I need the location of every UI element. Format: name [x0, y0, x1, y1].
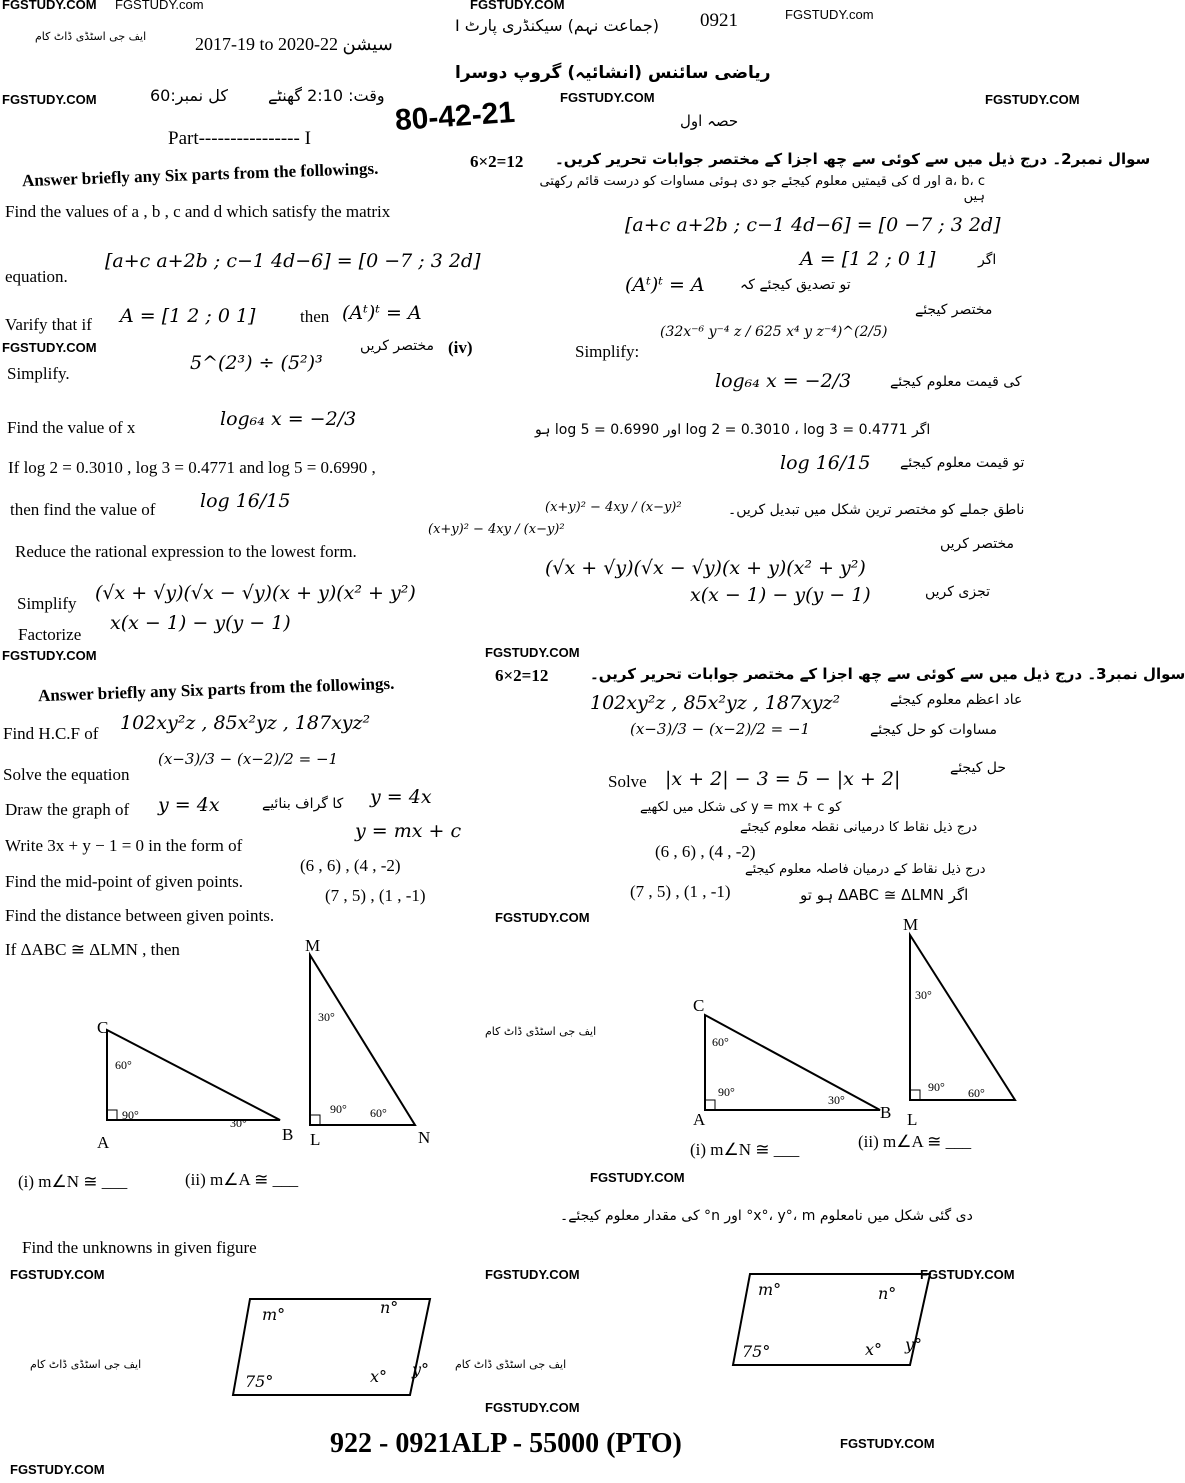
angle-x: x° [865, 1340, 883, 1359]
urdu-distance-values: (7 , 5) , (1 , -1) [630, 882, 731, 901]
q2-part-iii: Simplify. [7, 364, 70, 383]
watermark: FGSTUDY.com [115, 0, 204, 12]
urdu-hcf: عاد اعظم معلوم کیجئے [890, 692, 1023, 708]
angle-n: n° [380, 1298, 399, 1317]
q3-part-i: Find H.C.F of [3, 724, 99, 743]
urdu-log-fraction: log 16/15 [780, 452, 871, 474]
angle-30: 30° [230, 1116, 247, 1130]
subject: ریاضی سائنس (انشائیہ) گروپ دوسرا [455, 63, 771, 83]
q3-part-iv: Write 3x + y − 1 = 0 in the form of [5, 836, 243, 855]
q2-part-viii: Factorize [18, 625, 82, 644]
urdu-find-value: تو قیمت معلوم کیجئے [900, 455, 1025, 471]
distance-values: (7 , 5) , (1 , -1) [325, 886, 426, 905]
angle-75: 75° [742, 1342, 771, 1361]
q2-part-v-cont: then find the value of [10, 500, 156, 519]
matrix-a: A = [1 2 ; 0 1] [120, 305, 256, 327]
watermark: FGSTUDY.COM [840, 1436, 935, 1451]
q2-part-vii: Simplify [17, 594, 77, 613]
urdu-graph-expr: y = 4x [370, 786, 432, 808]
label-c: C [97, 1018, 109, 1037]
watermark: FGSTUDY.COM [920, 1267, 1015, 1282]
equation-expr: (x−3)/3 − (x−2)/2 = −1 [158, 750, 339, 768]
urdu-verify: تو تصدیق کیجئے کہ [740, 277, 851, 293]
class-urdu: (جماعت نہم) سیکنڈری پارٹ I [455, 16, 659, 35]
radical-expr: (√x + √y)(√x − √y)(x + y)(x² + y²) [95, 582, 416, 604]
angle-90: 90° [928, 1080, 945, 1094]
urdu-hcf-expr: 102xy²z , 85x²yz , 187xyz² [590, 692, 841, 714]
q3-heading: Answer briefly any Six parts from the followings. [37, 673, 395, 706]
watermark: FGSTUDY.COM [2, 340, 97, 355]
watermark: FGSTUDY.COM [985, 92, 1080, 107]
q3-part-v: Find the mid-point of given points. [5, 872, 243, 891]
label-m: M [305, 936, 321, 955]
answer-blank-i: (i) m∠N ≅ ___ [690, 1140, 800, 1159]
angle-60: 60° [968, 1086, 985, 1100]
urdu-radical-expr: (√x + √y)(√x − √y)(x + y)(x² + y²) [545, 557, 866, 579]
watermark: FGSTUDY.COM [2, 92, 97, 107]
urdu-distance: درج ذیل نقاط کے درمیان فاصلہ معلوم کیجئے [745, 862, 986, 877]
urdu-transpose: (Aᵗ)ᵗ = A [625, 274, 705, 296]
urdu-slope-form: کو y = mx + c کی شکل میں لکھیے [640, 800, 842, 815]
graph-expr: y = 4x [158, 794, 220, 816]
q2-heading: Answer briefly any Six parts from the followings. [21, 158, 379, 191]
angle-90: 90° [122, 1108, 139, 1122]
urdu-simplify-2: مختصر کیجئے [915, 302, 993, 318]
angle-75: 75° [245, 1372, 274, 1391]
handwritten-code: 80-42-21 [393, 95, 517, 138]
urdu-rational-expr: (x+y)² − 4xy / (x−y)² [545, 500, 682, 515]
urdu-midpoint: درج ذیل نقاط کا درمیانی نقطہ معلوم کیجئے [740, 820, 978, 835]
watermark: FGSTUDY.COM [10, 1267, 105, 1282]
angle-90: 90° [330, 1102, 347, 1116]
watermark: FGSTUDY.COM [470, 0, 565, 12]
q3-urdu-heading: سوال نمبر3۔ درج ذیل میں سے کوئی سے چھ اجزا کے مختصر جوابات تحریر کریں۔ [590, 665, 1185, 683]
angle-30: 30° [828, 1093, 845, 1107]
triangle-figures-left [95, 935, 445, 1145]
part-urdu: حصہ اول [680, 112, 739, 130]
urdu-rational: ناطق جملے کو مختصر ترین شکل میں تبدیل کریں۔ [728, 502, 1025, 518]
paper-code: 0921 [700, 10, 738, 31]
absolute-expr: |x + 2| − 3 = 5 − |x + 2| [665, 768, 901, 790]
urdu-part-i: a، b، c اور d کی قیمتیں معلوم کیجئے جو دی ہوئی مساوات کو درست قائم رکھتی ہیں [539, 174, 985, 204]
angle-60: 60° [115, 1058, 132, 1072]
watermark: FGSTUDY.COM [2, 648, 97, 663]
angle-x: x° [370, 1367, 388, 1386]
urdu-factorize: تجزی کریں [925, 584, 991, 600]
footer-code: 922 - 0921ALP - 55000 (PTO) [330, 1428, 682, 1459]
urdu-log-expr: log₆₄ x = −2/3 [715, 370, 852, 392]
watermark: FGSTUDY.COM [495, 910, 590, 925]
log-expr: log₆₄ x = −2/3 [220, 408, 357, 430]
label-a: A [693, 1110, 706, 1129]
quadrilateral-right [725, 1270, 935, 1380]
q2-part-i: Find the values of a , b , c and d which satisfy the matrix [5, 202, 391, 221]
watermark: FGSTUDY.COM [485, 645, 580, 660]
q3-part-ii: Solve the equation [3, 765, 130, 784]
urdu-equation-expr: (x−3)/3 − (x−2)/2 = −1 [630, 720, 811, 738]
hcf-expr: 102xy²z , 85x²yz , 187xyz² [120, 712, 371, 734]
slope-form: y = mx + c [355, 820, 462, 842]
session: 2017-19 to 2020-22 سیشن [195, 34, 393, 54]
transpose-expr: (Aᵗ)ᵗ = A [342, 302, 422, 324]
power-expr: 5^(2³) ÷ (5²)³ [190, 352, 323, 374]
rational-expr: (x+y)² − 4xy / (x−y)² [428, 522, 565, 537]
watermark: FGSTUDY.com [785, 7, 874, 22]
urdu-factor-expr: x(x − 1) − y(y − 1) [690, 584, 871, 606]
angle-m: m° [758, 1280, 782, 1299]
label-a: A [97, 1133, 110, 1152]
answer-blank-ii: (ii) m∠A ≅ ___ [858, 1132, 972, 1151]
q3-part-ix: Find the unknowns in given figure [22, 1238, 257, 1257]
label-m: M [903, 915, 919, 934]
urdu-midpoint-values: (6 , 6) , (4 , -2) [655, 842, 756, 861]
watermark: FGSTUDY.COM [485, 1267, 580, 1282]
q3-marks: 6×2=12 [495, 666, 549, 685]
watermark-urdu: ایف جی اسٹڈی ڈاٹ کام [485, 1025, 597, 1038]
watermark: FGSTUDY.COM [10, 1462, 105, 1477]
factor-expr: x(x − 1) − y(y − 1) [110, 612, 291, 634]
urdu-if: اگر [978, 252, 997, 268]
q2-part-ii: Varify that if [5, 315, 92, 334]
watermark-urdu: ایف جی اسٹڈی ڈاٹ کام [30, 1358, 142, 1371]
q2-part-v: If log 2 = 0.3010 , log 3 = 0.4771 and log 5 = 0.6990 , [8, 458, 376, 477]
q2-part-i-cont: equation. [5, 267, 68, 286]
angle-60: 60° [712, 1035, 729, 1049]
urdu-congruent: اگر ΔABC ≅ ΔLMN ہو تو [800, 886, 969, 904]
urdu-equation: مساوات کو حل کیجئے [870, 722, 997, 738]
urdu-simplify: مختصر کریں [360, 338, 435, 354]
label-l: L [310, 1130, 321, 1149]
label-b: B [880, 1103, 892, 1122]
q3-part-vi: Find the distance between given points. [5, 906, 275, 925]
label-l: L [907, 1110, 918, 1129]
urdu-graph: کا گراف بنائیے [262, 796, 344, 812]
urdu-find-x: کی قیمت معلوم کیجئے [890, 374, 1022, 390]
total-marks: کل نمبر:60 [150, 86, 228, 105]
midpoint-values: (6 , 6) , (4 , -2) [300, 856, 401, 875]
time: وقت: 2:10 گھنٹے [268, 86, 385, 105]
q2-part-iv: Find the value of x [7, 418, 136, 437]
q2-part-vi: Reduce the rational expression to the lowest form. [15, 542, 357, 561]
watermark: FGSTUDY.COM [560, 90, 655, 105]
q3-part-vii: If ΔABC ≅ ΔLMN , then [5, 940, 180, 959]
solve-label: Solve [608, 772, 647, 791]
fraction-power-expr: (32x⁻⁶ y⁻⁴ z / 625 x⁴ y z⁻⁴)^(2/5) [660, 324, 888, 340]
label-c: C [693, 996, 705, 1015]
angle-60: 60° [370, 1106, 387, 1120]
watermark-urdu: ایف جی اسٹڈی ڈاٹ کام [455, 1358, 567, 1371]
angle-30: 30° [915, 988, 932, 1002]
watermark-urdu: ایف جی اسٹڈی ڈاٹ کام [35, 30, 147, 43]
answer-blank-ii: (ii) m∠A ≅ ___ [185, 1170, 299, 1189]
angle-30: 30° [318, 1010, 335, 1024]
label-b: B [282, 1125, 294, 1144]
urdu-matrix-equation: [a+c a+2b ; c−1 4d−6] = [0 −7 ; 3 2d] [625, 214, 1001, 236]
watermark: FGSTUDY.COM [2, 0, 97, 12]
label-n: N [418, 1128, 431, 1147]
angle-m: m° [262, 1305, 286, 1324]
watermark: FGSTUDY.COM [590, 1170, 685, 1185]
part-number: (iv) [448, 338, 473, 357]
urdu-matrix-a: A = [1 2 ; 0 1] [800, 248, 936, 270]
angle-n: n° [878, 1284, 897, 1303]
angle-y: y° [905, 1335, 923, 1354]
then-text: then [300, 307, 330, 326]
q2-marks: 6×2=12 [470, 152, 524, 171]
urdu-simplify-en: Simplify: [575, 342, 640, 361]
urdu-solve: حل کیجئے [950, 760, 1007, 776]
urdu-simplify-3: مختصر کریں [940, 536, 1015, 552]
log-fraction: log 16/15 [200, 490, 291, 512]
answer-blank-i: (i) m∠N ≅ ___ [18, 1172, 128, 1191]
part-label: Part---------------- I [168, 128, 311, 149]
q2-urdu-heading: سوال نمبر2۔ درج ذیل میں سے کوئی سے چھ اجزا کے مختصر جوابات تحریر کریں۔ [555, 150, 1151, 168]
matrix-equation: [a+c a+2b ; c−1 4d−6] = [0 −7 ; 3 2d] [105, 250, 481, 272]
angle-90: 90° [718, 1085, 735, 1099]
urdu-unknowns: دی گئی شکل میں نامعلوم x°، y°، m° اور n° کی مقدار معلوم کیجئے۔ [560, 1208, 973, 1224]
urdu-log-given: اگر log 2 = 0.3010 ، log 3 = 0.4771 اور log 5 = 0.6990 ہو [535, 422, 931, 438]
q3-part-iii: Draw the graph of [5, 800, 130, 819]
angle-y: y° [412, 1360, 430, 1379]
watermark: FGSTUDY.COM [485, 1400, 580, 1415]
